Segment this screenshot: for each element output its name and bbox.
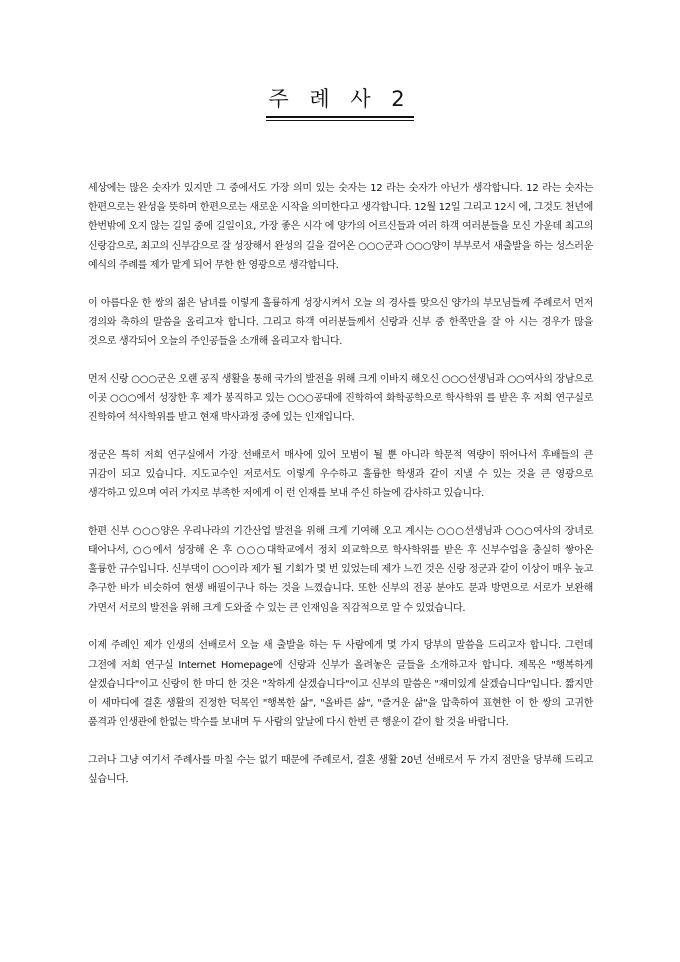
- paragraph-5: 한편 신부 ○○○양은 우리나라의 기간산업 발전을 위해 크게 기여해 오고 계시는 ○○○선생님과 ○○○여사의 장녀로 태어나서, ○○에서 성장해 온 후 ○○○대학교에서 정치 외교학으로 학사학위를 받은 후 신부수업을 충실히 쌓아온 훌륭한 규수입니다. 신부댁이 ○○이라 제가 될 기회가 몇 번 있었는데 제가 느낀 것은 신랑 정군과 같이 이상이 매우 높고 추구한 바가 비슷하여 현생 배필이구나 하는 것을 느꼈습니다. 또한 신부의 전공 분야도 문과 방면으로 서로가 보완해 가면서 서로의 발전을 위해 크게 도와줄 수 있는 큰 인재임을 직감적으로 알 수 있었습니다.: [88, 525, 593, 614]
- paragraph-2: 이 아름다운 한 쌍의 젊은 남녀를 이렇게 훌륭하게 성장시켜서 오늘 의 경사를 맞으신 양가의 부모님들께 주례로서 먼저 경의와 축하의 말씀을 올리고자 합니다. 그리고 하객 여러분들께서 신랑과 신부 중 한쪽만을 잘 아 시는 경우가 많을 것으로 생각되어 오늘의 주인공들을 소개해 올리고자 합니다.: [88, 297, 593, 347]
- title-underline-thick: [266, 116, 414, 118]
- document-body: [88, 179, 593, 808]
- document-title: 주 례 사 2: [268, 87, 412, 111]
- paragraph-4: 정군은 특히 저희 연구실에서 가장 선배로서 매사에 있어 모범이 될 뿐 아니라 학문적 역량이 뛰어나서 후배들의 큰 귀감이 되고 있습니다. 지도교수인 저로서도 이렇게 우수하고 훌륭한 학생과 같이 지낼 수 있는 것을 큰 영광으로 생각하고 있으며 여러 가지로 부족한 저에게 이 런 인재를 보내 주신 하늘에 감사하고 있습니다.: [88, 449, 593, 500]
- paragraph-1: 세상에는 많은 숫자가 있지만 그 중에서도 가장 의미 있는 숫자는 12 라는 숫자가 아닌가 생각합니다. 12 라는 숫자는 한편으로는 완성을 뜻하며 한편으로는 새로운 시작을 의미한다고 생각합니다. 12월 12일 그리고 12시 에, 그것도 천년에 한번밖에 오지 않는 길일 중에 길일이요, 가장 좋은 시각 에 양가의 어르신들과 여러 하객 여러분들을 모신 가운데 최고의 신랑감으로, 최고의 신부감으로 잘 성장해서 완성의 길을 걸어온 ○○○군과 ○○○양이 부부로서 새출발을 하는 성스러운 예식의 주례를 제가 맡게 되어 무한 한 영광으로 생각합니다.: [88, 183, 593, 271]
- title-block: [0, 86, 680, 112]
- title-underline-thin: [266, 120, 414, 121]
- paragraph-7: 그러나 그냥 여기서 주례사를 마칠 수는 없기 때문에 주례로서, 결혼 생활 20년 선배로서 두 가지 점만을 당부해 드리고 싶습니다.: [88, 754, 593, 786]
- title-underline: [266, 116, 414, 121]
- paragraph-6: 이제 주례인 제가 인생의 선배로서 오늘 새 출발을 하는 두 사람에게 몇 가지 당부의 말씀을 드리고자 합니다. 그런데 그전에 저희 연구실 Internet Homepage에 신랑과 신부가 올려놓은 글들을 소개하고자 합니다. 제목은 "행복하게 살겠습니다"이고 신랑이 한 마디 한 것은 "착하게 살겠습니다"이고 신부의 말씀은 "재미있게 살겠습니다"입니다. 짧지만 이 세마디에 결혼 생활의 진정한 덕목인 "행복한 삶", "올바른 삶", "즐거운 삶"을 압축하여 표현한 이 한 쌍의 고귀한 품격과 인생관에 한없는 박수를 보내며 두 사람의 앞날에 다시 한번 큰 행운이 같이 할 것을 바랍니다.: [88, 640, 593, 729]
- paragraph-3: 먼저 신랑 ○○○군은 오랜 공직 생활을 통해 국가의 발전을 위해 크게 이바지 해오신 ○○○선생님과 ○○여사의 장남으로 이곳 ○○○에서 성장한 후 제가 봉직하고 있는 ○○○공대에 진학하여 화학공학으로 학사학위 를 받은 후 저희 연구실로 진학하여 석사학위를 받고 현재 박사과정 중에 있는 인재입니다.: [88, 373, 593, 424]
